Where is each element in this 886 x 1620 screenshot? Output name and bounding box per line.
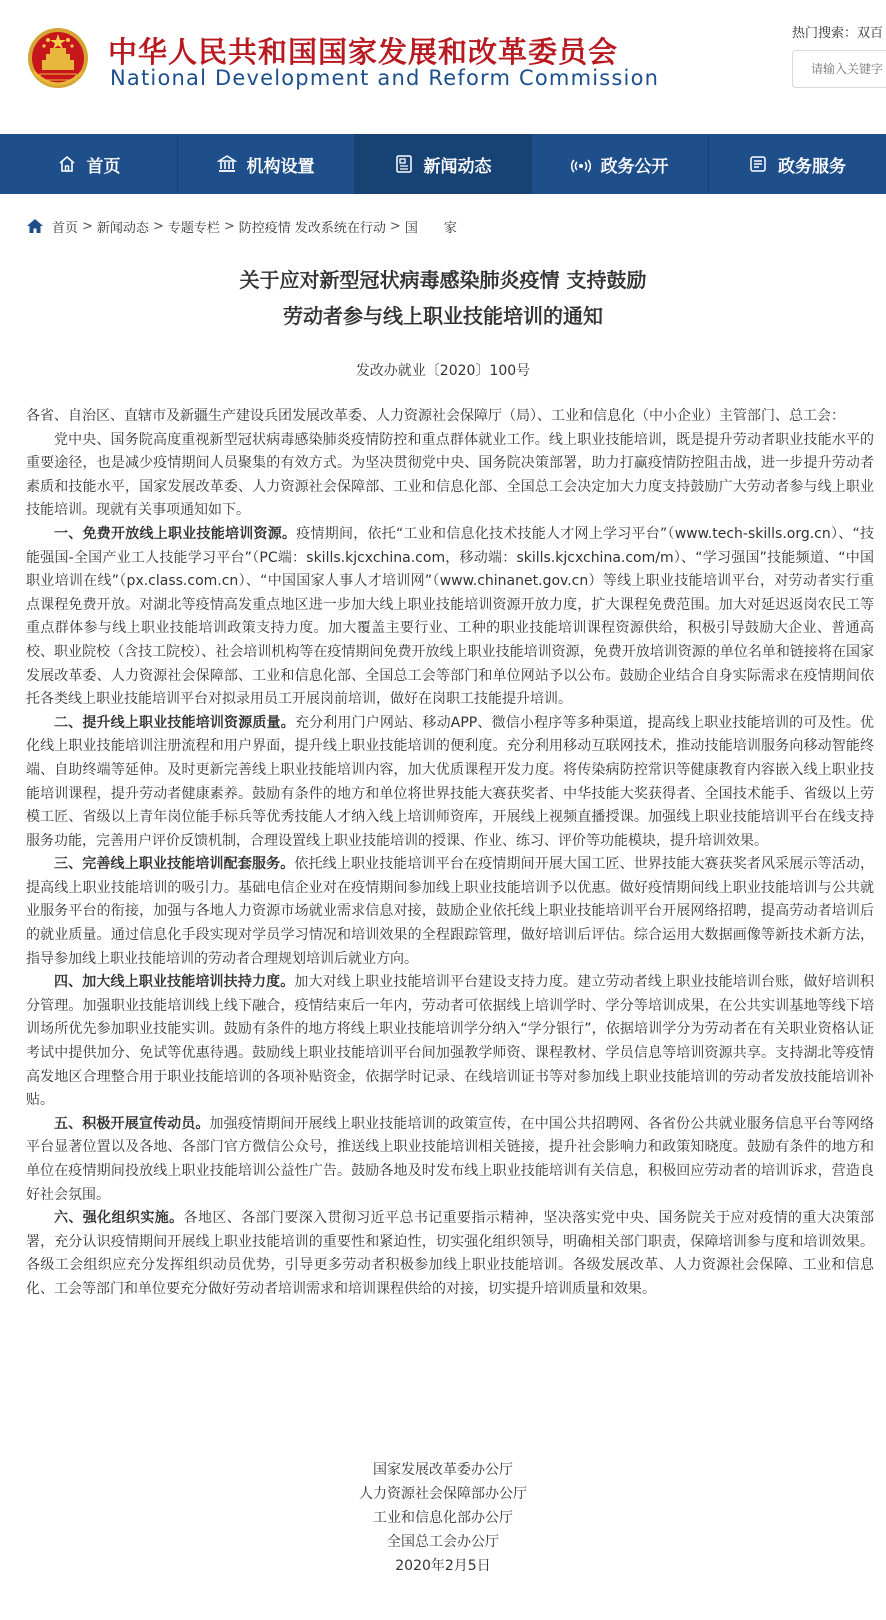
site-title-chinese: 中华人民共和国国家发展和改革委员会 — [108, 35, 619, 69]
home-icon[interactable] — [26, 218, 44, 234]
section-paragraph — [26, 853, 874, 971]
document-list-icon — [748, 154, 768, 174]
breadcrumb-separator: > — [223, 218, 235, 234]
breadcrumb-home[interactable]: 首页 — [52, 220, 79, 236]
nav-item-label: 首页 — [86, 156, 121, 177]
section-heading: 四、加大线上职业技能培训扶持力度。 — [54, 974, 295, 991]
nav-item-label: 政务公开 — [600, 156, 669, 177]
section-text: 充分利用门户网站、移动APP、微信小程序等多种渠道，提高线上职业技能培训的可及性。优化线上职业技能培训注册流程和用户界面，提升线上职业技能培训的便利度。充分利用移动互联网技术，推动技能培训服务向移动智能终端、自助终端等延伸。及时更新完善线上职业技能培训内容，加大优质课程开发力度。将传染病防控常识等健康教育内容嵌入线上职业技能培训课程，提升劳动者健康素养。鼓励有条件的地方和单位将世界技能大赛获奖者、中华技能大奖获得者、全国技术能手、省级以上劳模工匠、省级以上青年岗位能手标兵等优秀技能人才纳入线上培训师资库，开展线上视频直播授课。加强线上职业技能培训平台在线支持服务功能，完善用户评价反馈机制，合理设置线上职业技能培训的授课、作业、练习、评价等功能模块，提升培训效果。 — [26, 714, 875, 849]
national-emblem-icon[interactable] — [26, 26, 90, 92]
breadcrumb-separator: > — [152, 218, 164, 234]
document-number: 发改办就业〔2020〕100号 — [355, 363, 531, 379]
search-box — [792, 50, 886, 88]
breadcrumb-separator: > — [389, 218, 401, 234]
section-text: 依托线上职业技能培训平台在疫情期间开展大国工匠、世界技能大赛获奖者风采展示等活动，提高线上职业技能培训的吸引力。基础电信企业对在疫情期间参加线上职业技能培训予以优惠。做好疫情期间线上职业技能培训与公共就业服务平台的衔接，加强与各地人力资源市场就业需求信息对接，鼓励企业依托线上职业技能培训平台开展网络招聘，提高劳动者培训后的就业质量。通过信息化手段实现对学员学习情况和培训效果的全程跟踪管理，做好培训后评估。综合运用大数据画像等新技术新方法，指导参加线上职业技能培训的劳动者合理规划培训后就业方向。 — [26, 856, 875, 967]
nav-item-government-affairs[interactable] — [531, 134, 708, 194]
site-title-english: National Development and Reform Commission — [110, 66, 660, 90]
article-body — [26, 405, 874, 1302]
article-title-line-1: 关于应对新型冠状病毒感染肺炎疫情 支持鼓励 — [239, 268, 647, 292]
broadcast-icon — [571, 154, 591, 174]
breadcrumb-national[interactable]: 国 家 — [404, 220, 457, 236]
section-paragraph — [26, 712, 874, 854]
nav-item-organization[interactable] — [177, 134, 354, 194]
intro-paragraph: 党中央、国务院高度重视新型冠状病毒感染肺炎疫情防控和重点群体就业工作。线上职业技能培训，既是提升劳动者职业技能水平的重要途径，也是减少疫情期间人员聚集的有效方式。为坚决贯彻党中央、国务院决策部署，助力打赢疫情防控阻击战，进一步提升劳动者素质和技能水平，国家发展改革委、人力资源社会保障部、工业和信息化部、全国总工会决定加大力度支持鼓励广大劳动者参与线上职业技能培训。现就有关事项通知如下。 — [26, 431, 874, 519]
section-paragraph — [26, 1113, 874, 1207]
article-title — [0, 262, 886, 334]
section-text: 疫情期间，依托“工业和信息化技术技能人才网上学习平台”（www.tech-skills.org.cn）、“技能强国-全国产业工人技能学习平台”（PC端：skills.kjcxchina.com，移动端：skills.kjcxchina.com/m）、“学习强国”技能频道、“中国职业培训在线”（px.class.com.cn）、“中国国家人事人才培训网”（www.chinanet.gov.cn）等线上职业技能培训平台，对劳动者实行重点课程免费开放。对湖北等疫情高发重点地区进一步加大线上职业技能培训资源开放力度，扩大课程免费范围。加大对延迟返岗农民工等重点群体参与线上职业技能培训政策支持力度。加大覆盖主要行业、工种的职业技能培训课程资源供给，积极引导鼓励大企业、普通高校、职业院校（含技工院校）、社会培训机构等在疫情期间免费开放线上职业技能培训资源，免费开放培训资源的单位名单和链接将在国家发展改革委、人力资源社会保障部、工业和信息化部、全国总工会等部门和单位网站予以公布。鼓励企业结合自身实际需求在疫情期间依托各类线上职业技能培训平台对拟录用员工开展岗前培训，做好在岗职工技能提升培训。 — [26, 525, 874, 708]
nav-item-home[interactable] — [0, 134, 177, 194]
signatory: 工业和信息化部办公厅 — [373, 1510, 513, 1526]
section-text: 加强疫情期间开展线上职业技能培训的政策宣传，在中国公共招聘网、各省份公共就业服务信息平台等网络平台显著位置以及各地、各部门官方微信公众号，推送线上职业技能培训相关链接，提升社会影响力和政策知晓度。鼓励有条件的地方和单位在疫情期间投放线上职业技能培训公益性广告。鼓励各地及时发布线上职业技能培训有关信息，积极回应劳动者的培训诉求，营造良好社会氛围。 — [26, 1115, 875, 1203]
nav-item-label: 机构设置 — [246, 156, 315, 177]
issue-date: 2020年2月5日 — [395, 1558, 491, 1574]
hot-search-term[interactable]: 双百 — [857, 26, 884, 41]
newspaper-icon — [394, 154, 414, 174]
section-paragraph — [26, 1207, 874, 1301]
breadcrumb-news[interactable]: 新闻动态 — [96, 220, 149, 236]
section-text: 加大对线上职业技能培训平台建设支持力度。建立劳动者线上职业技能培训台账，做好培训积分管理。加强职业技能培训线上线下融合，疫情结束后一年内，劳动者可依据线上培训学时、学分等培训成果，在公共实训基地等线下培训场所优先参加职业技能实训。鼓励有条件的地方将线上职业技能培训学分纳入“学分银行”，依据培训学分为劳动者在有关职业资格认证考试中提供加分、免试等优惠待遇。鼓励线上职业技能培训平台间加强教学师资、课程教材、学员信息等培训资源共享。支持湖北等疫情高发地区合理整合用于职业技能培训的各项补贴资金，依据学时记录、在线培训证书等对参加线上职业技能培训的劳动者发放技能培训补贴。 — [26, 974, 875, 1109]
nav-item-label: 政务服务 — [778, 156, 846, 177]
salutation: 各省、自治区、直辖市及新疆生产建设兵团发展改革委、人力资源社会保障厅（局）、工业和信息化（中小企业）主管部门、总工会： — [26, 408, 845, 424]
section-heading: 六、强化组织实施。 — [54, 1210, 184, 1227]
breadcrumb-special-topics[interactable]: 专题专栏 — [167, 220, 220, 236]
site-header — [0, 0, 886, 134]
signatory: 全国总工会办公厅 — [387, 1534, 499, 1550]
section-heading: 五、积极开展宣传动员。 — [54, 1115, 210, 1132]
building-columns-icon — [217, 154, 237, 174]
section-heading: 一、免费开放线上职业技能培训资源。 — [54, 525, 297, 542]
article-title-line-2: 劳动者参与线上职业技能培训的通知 — [283, 304, 603, 328]
nav-item-label: 新闻动态 — [423, 156, 492, 177]
breadcrumb — [26, 216, 457, 236]
home-outline-icon — [57, 154, 77, 174]
nav-item-services[interactable] — [708, 134, 886, 194]
hot-search — [792, 22, 883, 41]
section-heading: 二、提升线上职业技能培训资源质量。 — [54, 714, 295, 731]
signoff — [0, 1458, 886, 1578]
section-paragraph — [26, 523, 874, 712]
search-input[interactable] — [793, 51, 886, 87]
breadcrumb-epidemic-topic[interactable]: 防控疫情 发改系统在行动 — [238, 220, 386, 236]
breadcrumb-separator: > — [82, 218, 93, 234]
section-heading: 三、完善线上职业技能培训配套服务。 — [54, 856, 295, 873]
main-nav — [0, 134, 886, 194]
signatory: 国家发展改革委办公厅 — [373, 1462, 513, 1478]
hot-search-label: 热门搜索： — [792, 26, 858, 41]
section-paragraph — [26, 971, 874, 1113]
section-text: 各地区、各部门要深入贯彻习近平总书记重要指示精神，坚决落实党中央、国务院关于应对疫情的重大决策部署，充分认识疫情期间开展线上职业技能培训的重要性和紧迫性，切实强化组织领导，明确相关部门职责，保障培训参与度和培训效果。各级工会组织应充分发挥组织动员优势，引导更多劳动者积极参加线上职业技能培训。各级发展改革、人力资源社会保障、工业和信息化、工会等部门和单位要充分做好劳动者培训需求和培训课程供给的对接，切实提升培训质量和效果。 — [26, 1210, 875, 1297]
nav-item-news[interactable] — [354, 134, 531, 194]
signatory: 人力资源社会保障部办公厅 — [359, 1486, 527, 1502]
